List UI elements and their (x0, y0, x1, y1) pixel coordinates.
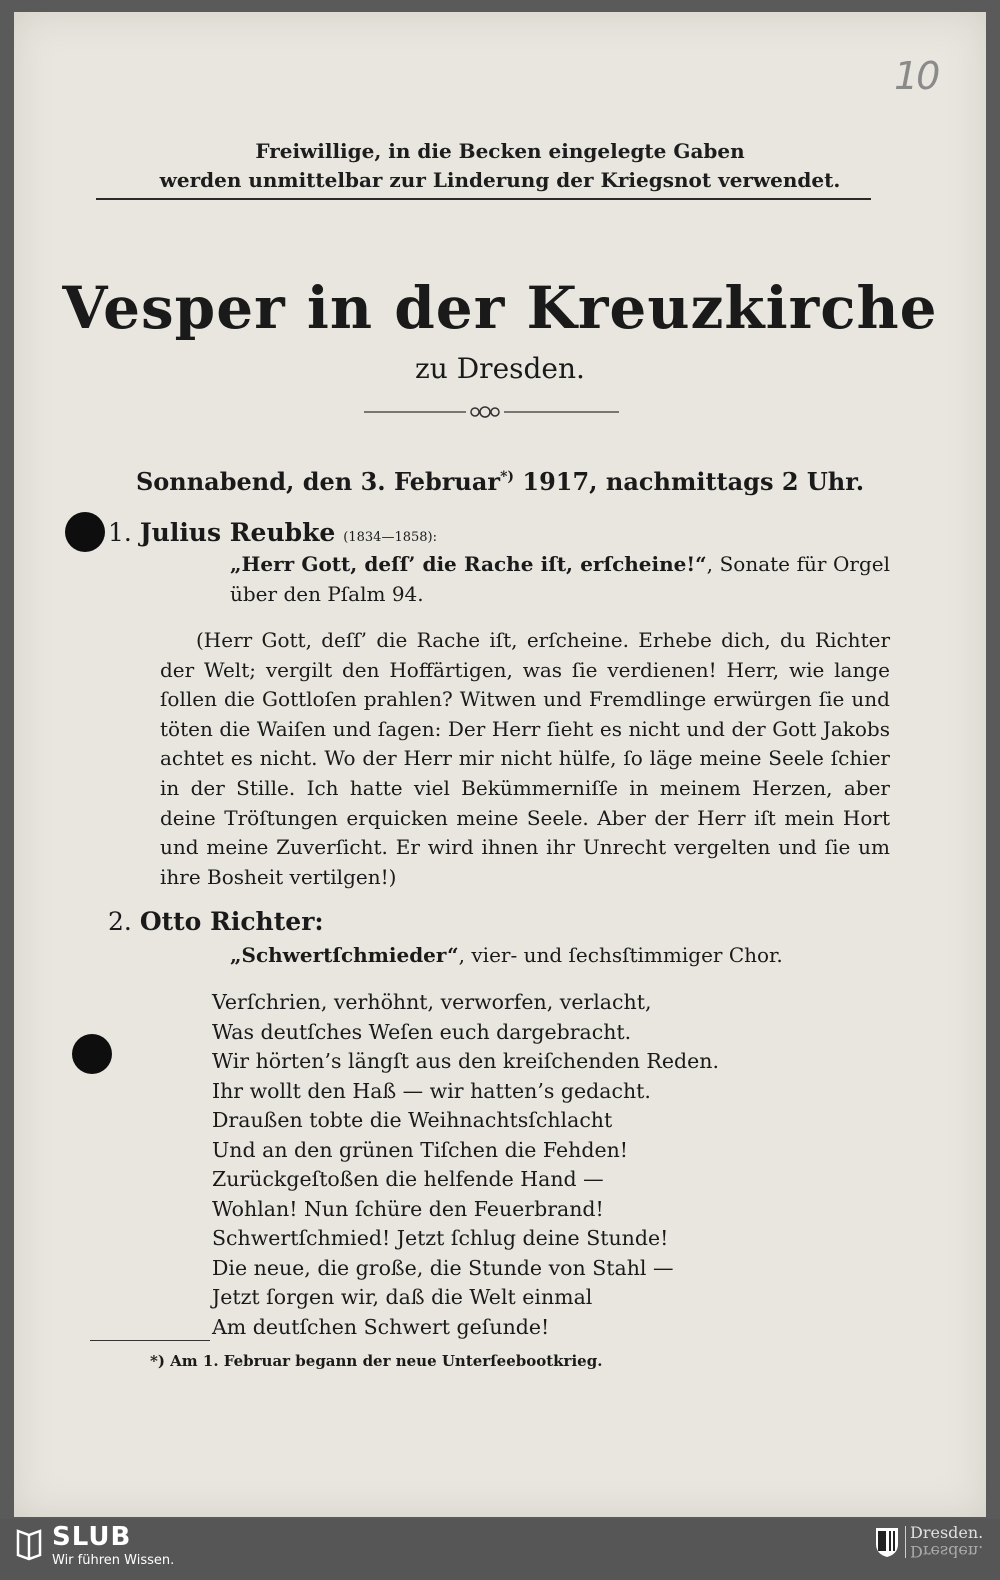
program-item-2-work (230, 940, 890, 970)
notice-line-1: Freiwillige, in die Becken eingelegte Gaben (255, 139, 745, 163)
footnote: *) Am 1. Februar begann der neue Unterſeebootkrieg. (150, 1352, 603, 1370)
page-subtitle: zu Dresden. (415, 352, 585, 385)
work-title: „Herr Gott, deſſ’ die Rache iſt, erſcheine!“ (230, 552, 707, 576)
poem-line: Am deutſchen Schwert geſunde! (212, 1314, 550, 1339)
poem-line: Jetzt ſorgen wir, daß die Welt einmal (212, 1285, 593, 1309)
footer-divider (905, 1526, 906, 1558)
psalm-text: (Herr Gott, deſſ’ die Rache iſt, erſcheine. Erhebe dich, du Richter der Welt; vergilt den Hoffärtigen, was ſie verdienen! Herr, wie lange ſollen die Gottloſen prahlen? Witwen und Fremdlinge erwürgen ſie und töten die Waiſen und ſagen: Der Herr ſieht es nicht und der Gott Jakobs achtet es nicht. Wo der Herr mir nicht hülfe, ſo läge meine Seele ſchier in der Stille. Ich hatte viel Bekümmerniſſe in meinem Herzen, aber deine Tröſtungen erquicken meine Seele. Aber der Herr iſt mein Hort und meine Zuverſicht. Er wird ihnen ihr Unrecht vergelten und ſie um ihre Bosheit vertilgen!) (160, 628, 890, 889)
composer-name: Julius Reubke (139, 518, 336, 547)
book-icon (14, 1527, 44, 1561)
city-crest-icon (874, 1526, 900, 1558)
poem-line: Was deutſches Weſen euch dargebracht. (212, 1019, 632, 1044)
viewer-footer-bar (0, 1519, 1000, 1580)
city-name[interactable] (910, 1524, 983, 1560)
poem-line: Zurückgeſtoßen die helfende Hand — (212, 1167, 604, 1191)
poem-line: Verſchrien, verhöhnt, verworfen, verlacht, (212, 990, 652, 1014)
punch-hole (72, 1034, 112, 1074)
work-title: „Schwertſchmieder“ (230, 943, 459, 967)
page-title: Vesper in der Kreuzkirche (62, 274, 938, 342)
city-name-text: Dresden. (910, 1523, 984, 1542)
poem-line: Ihr wollt den Haß — wir hatten’s gedacht. (212, 1078, 651, 1103)
footnote-rule (90, 1340, 210, 1341)
program-item-1-heading (108, 518, 437, 547)
ornament-divider (364, 402, 624, 422)
notice-line-2: werden unmittelbar zur Linderung der Kriegsnot verwendet. (159, 168, 841, 192)
document-page (14, 12, 986, 1517)
date-line (14, 467, 986, 496)
composer-name: Otto Richter: (139, 907, 324, 936)
work-description: , Sonate für Orgel über den Pſalm 94. (230, 552, 890, 606)
poem-line: Schwertſchmied! Jetzt ſchlug deine Stunde! (212, 1226, 669, 1250)
poem-line: Die neue, die große, die Stunde von Stahl — (212, 1255, 674, 1280)
poem-line: Wir hörten’s längſt aus den kreiſchenden Reden. (212, 1049, 719, 1073)
poem-text (212, 988, 852, 1342)
poem-line: Wohlan! Nun ſchüre den Feuerbrand! (212, 1196, 604, 1221)
poem-line: Und an den grünen Tiſchen die Fehden! (212, 1137, 629, 1162)
library-tagline: Wir führen Wissen. (52, 1553, 175, 1568)
footnote-marker: *) (500, 469, 515, 485)
date-line-before: Sonnabend, den 3. Februar (135, 467, 501, 496)
header-rule (96, 198, 871, 200)
program-item-1-work (230, 549, 890, 609)
library-name[interactable]: SLUB (52, 1522, 132, 1552)
city-name-mirror: Dresden. (910, 1542, 984, 1561)
work-description: , vier- und ſechsſtimmiger Chor. (458, 943, 783, 967)
composer-dates: (1834—1858): (343, 530, 437, 545)
item-number: 2. (108, 907, 132, 936)
page-number-mark: 10 (894, 54, 939, 98)
program-item-2-heading (108, 907, 324, 936)
poem-line: Draußen tobte die Weihnachtsſchlacht (212, 1108, 613, 1132)
punch-hole (65, 512, 105, 552)
date-line-after: 1917, nachmittags 2 Uhr. (514, 467, 865, 496)
item-number: 1. (108, 518, 132, 547)
